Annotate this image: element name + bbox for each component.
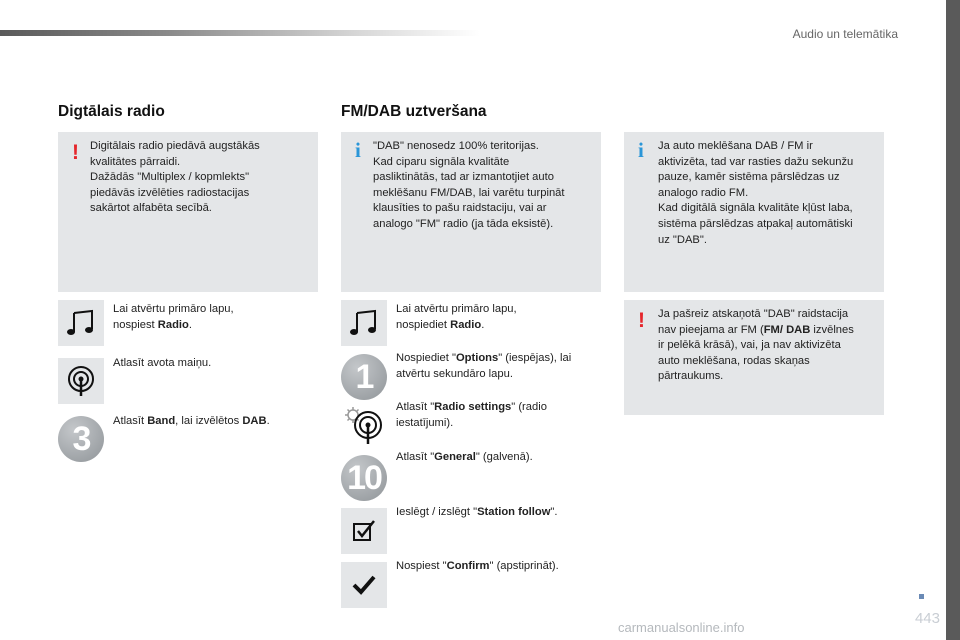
section-title: Audio un telemātika	[792, 27, 898, 41]
radio-source-icon	[58, 358, 104, 404]
left-step-3-text: Atlasīt Band, lai izvēlētos DAB.	[113, 415, 270, 427]
mid-step-4-text: Atlasīt "General" (galvenā).	[396, 451, 533, 463]
left-step-1-text: Lai atvērtu primāro lapu, nospiest Radio.	[113, 303, 234, 331]
checkbox-icon	[341, 508, 387, 554]
warning-exclamation-icon: !	[638, 309, 645, 332]
header-gradient-bar	[0, 30, 480, 36]
step-number-10-badge: 10	[341, 455, 387, 501]
fm-dab-heading: FM/DAB uztveršana	[341, 103, 487, 120]
fm-dab-info-text: "DAB" nenosedz 100% teritorijas. Kad ciparu signāla kvalitāte pasliktinātās, tad ar izmantotjiet auto meklēšanu FM/DAB, lai varētu turpināt klausīties to pašu raidstaciju, vai ar analogo "FM" radio (ja tāda eksistē).	[373, 140, 565, 230]
mid-step-2-text: Nospiediet "Options" (iespējas), lai atvērtu sekundāro lapu.	[396, 352, 572, 380]
page-number: 443	[914, 610, 940, 627]
fm-dab-info-box	[341, 132, 601, 292]
step-number-1-badge: 1	[341, 354, 387, 400]
music-note-icon	[58, 300, 104, 346]
step-number-3-badge: 3	[58, 416, 104, 462]
auto-search-info-text: Ja auto meklēšana DAB / FM ir aktivizēta, tad var rasties dažu sekunžu pauze, kamēr sistēma pārslēdzas uz analogo radio FM. Kad digitālā signāla kvalitāte kļūst laba, sistēma pārslēdzas atpakaļ automātiski uz "DAB".	[658, 140, 854, 246]
page-edge-strip	[946, 0, 960, 640]
auto-search-info-box	[624, 132, 884, 292]
mid-step-1-text: Lai atvērtu primāro lapu, nospiediet Radio.	[396, 303, 517, 331]
warning-exclamation-icon: !	[72, 141, 79, 164]
page-marker	[919, 594, 924, 599]
dab-unavailable-warning-text: Ja pašreiz atskaņotā "DAB" raidstacija nav pieejama ar FM (FM/ DAB izvēlnes ir pelēkā krāsā), vai, ja nav aktivizēta auto meklēšana, rodas skaņas pārtraukums.	[658, 308, 854, 383]
mid-step-5-text: Ieslēgt / izslēgt "Station follow".	[396, 506, 558, 518]
checkmark-icon	[341, 562, 387, 608]
left-step-2-text: Atlasīt avota maiņu.	[113, 357, 212, 369]
info-icon: i	[355, 138, 361, 162]
radio-settings-icon	[341, 402, 387, 448]
digital-radio-warning-box	[58, 132, 318, 292]
mid-step-6-text: Nospiest "Confirm" (apstiprināt).	[396, 560, 559, 572]
digital-radio-warning-text: Digitālais radio piedāvā augstākās kvalitātes pārraidi. Dažādās "Multiplex / kopmlekts" piedāvās izvēlēties radiostacijas sakārtot alfabēta secībā.	[90, 140, 260, 215]
digital-radio-heading: Digtālais radio	[58, 103, 165, 120]
watermark: carmanualsonline.info	[618, 620, 745, 635]
mid-step-3-text: Atlasīt "Radio settings" (radio iestatījumi).	[396, 401, 547, 429]
info-icon: i	[638, 138, 644, 162]
music-note-icon	[341, 300, 387, 346]
dab-unavailable-warning-box	[624, 300, 884, 415]
